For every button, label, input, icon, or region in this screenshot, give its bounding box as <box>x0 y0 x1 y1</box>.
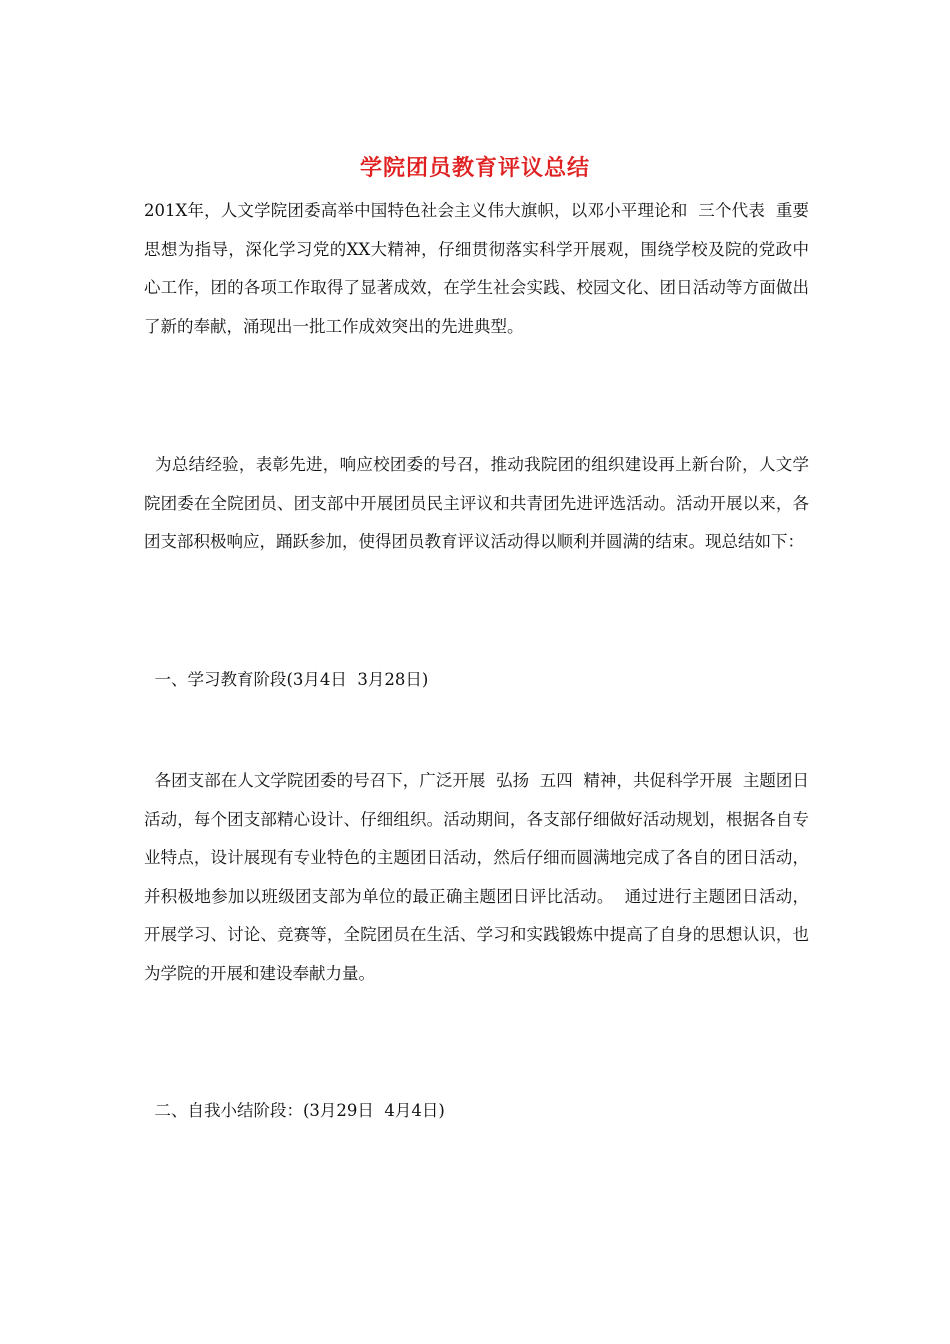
section-heading-study-stage: 一、学习教育阶段(3月4日 3月28日) <box>144 670 429 689</box>
study-stage-paragraph: 各团支部在人文学院团委的号召下，广泛开展 弘扬 五四 精神，共促科学开展 主题团日活动，每个团支部精心设计、仔细组织。活动期间，各支部仔细做好活动规划，根据各自专业特点，设计展现有专业特色的主题团日活动，然后仔细而圆满地完成了各自的团日活动，并积极地参加以班级团支部为单位的最正确主题团日评比活动。 通过进行主题团日活动，开展学习、讨论、竞赛等，全院团员在生活、学习和实践锻炼中提高了自身的思想认识，也为学院的开展和建设奉献力量。 <box>144 771 809 983</box>
intro-paragraph: 201X年，人文学院团委高举中国特色社会主义伟大旗帜，以邓小平理论和 三个代表 重要思想为指导，深化学习党的XX大精神，仔细贯彻落实科学开展观，围绕学校及院的党政中心工作，团的各项工作取得了显著成效，在学生社会实践、校园文化、团日活动等方面做出了新的奉献，涌现出一批工作成效突出的先进典型。 <box>144 201 809 336</box>
document-title: 学院团员教育评议总结 <box>359 155 590 181</box>
section-heading-self-summary-stage: 二、自我小结阶段：(3月29日 4月4日) <box>144 1101 445 1120</box>
purpose-paragraph: 为总结经验，表彰先进，响应校团委的号召，推动我院团的组织建设再上新台阶，人文学院团委在全院团员、团支部中开展团员民主评议和共青团先进评选活动。活动开展以来，各团支部积极响应，踊跃参加，使得团员教育评议活动得以顺利并圆满的结束。现总结如下： <box>144 455 809 551</box>
